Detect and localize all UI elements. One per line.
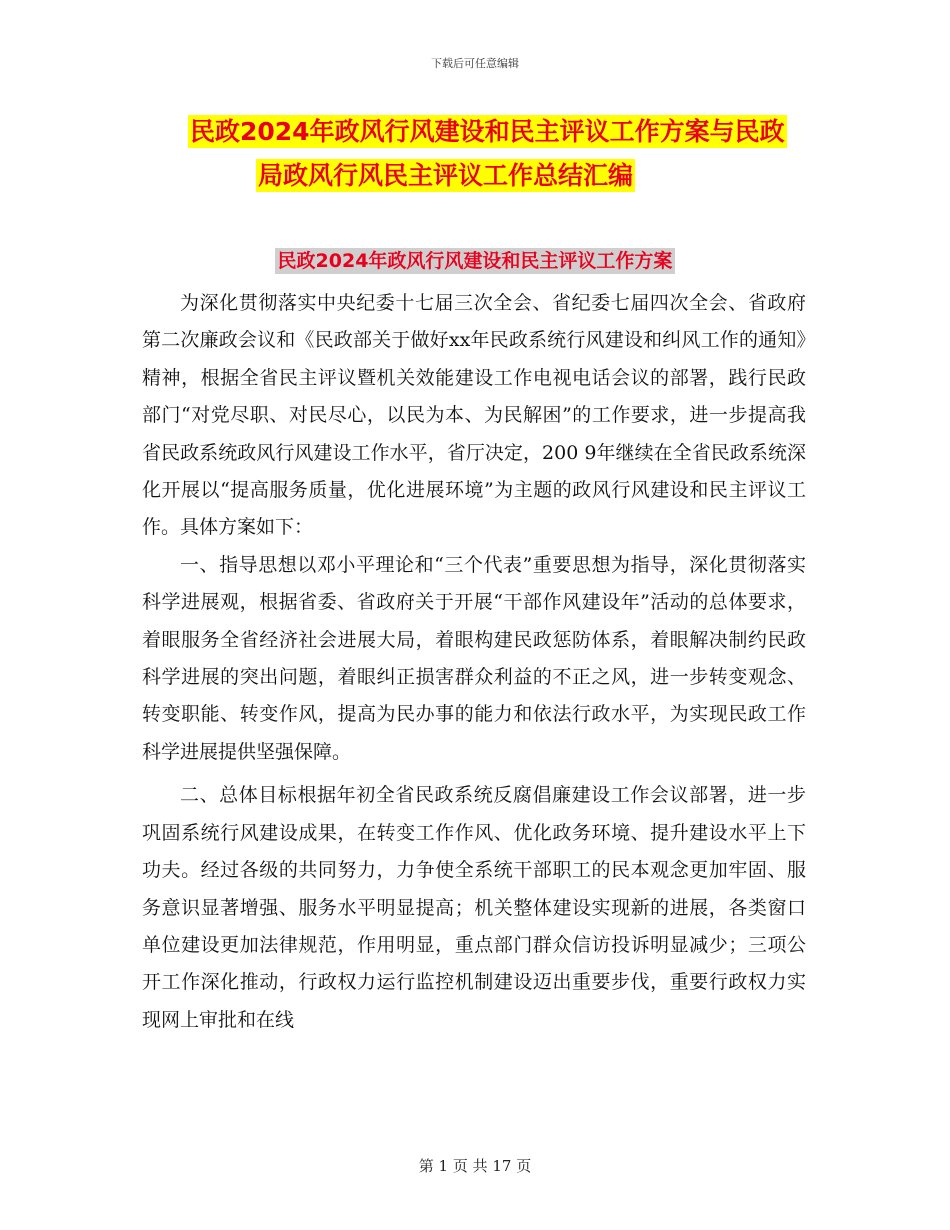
title-line-1-text: 民政2024年政风行风建设和民主评议工作方案与民政 [190, 117, 785, 146]
section-title-text: 民政2024年政风行风建设和民主评议工作方案 [275, 248, 676, 274]
paragraph-overall-goal: 二、总体目标根据年初全省民政系统反腐倡廉建设工作会议部署，进一步巩固系统行风建设成果，在转变工作作风、优化政务环境、提升建设水平上下功夫。经过各级的共同努力，力争使全系统干部职工的民本观念更加牢固、服务意识显著增强、服务水平明显提高；机关整体建设实现新的进展，各类窗口单位建设更加法律规范，作用明显，重点部门群众信访投诉明显减少；三项公开工作深化推动，行政权力运行监控机制建设迈出重要步伐，重要行政权力实现网上审批和在线 [142, 784, 806, 1031]
document-title [150, 110, 830, 198]
title-line-2 [150, 154, 830, 198]
paragraph-guiding-ideology: 一、指导思想以邓小平理论和“三个代表”重要思想为指导，深化贯彻落实科学进展观，根据省委、省政府关于开展“干部作风建设年”活动的总体要求，着眼服务全省经济社会进展大局，着眼构建民政惩防体系，着眼解决制约民政科学进展的突出问题，着眼纠正损害群众利益的不正之风，进一步转变观念、转变职能、转变作风，提高为民办事的能力和依法行政水平，为实现民政工作科学进展提供坚强保障。 [142, 553, 806, 763]
title-line-2-text: 局政风行风民主评议工作总结汇编 [258, 161, 634, 190]
paragraph-intro: 为深化贯彻落实中央纪委十七届三次全会、省纪委七届四次全会、省政府第二次廉政会议和《民政部关于做好xx年民政系统行风建设和纠风工作的通知》精神，根据全省民主评议暨机关效能建设工作电视电话会议的部署，践行民政部门“对党尽职、对民尽心，以民为本、为民解困”的工作要求，进一步提高我省民政系统政风行风建设工作水平，省厅决定，200 9年继续在全省民政系统深化开展以“提高服务质量，优化进展环境”为主题的政风行风建设和民主评议工作。具体方案如下： [142, 292, 806, 539]
page-number: 第 1 页 共 17 页 [418, 1157, 532, 1175]
title-line-1 [150, 110, 830, 154]
document-body [142, 285, 806, 1039]
section-title [0, 246, 950, 273]
header-note: 下载后可任意编辑 [431, 57, 519, 70]
